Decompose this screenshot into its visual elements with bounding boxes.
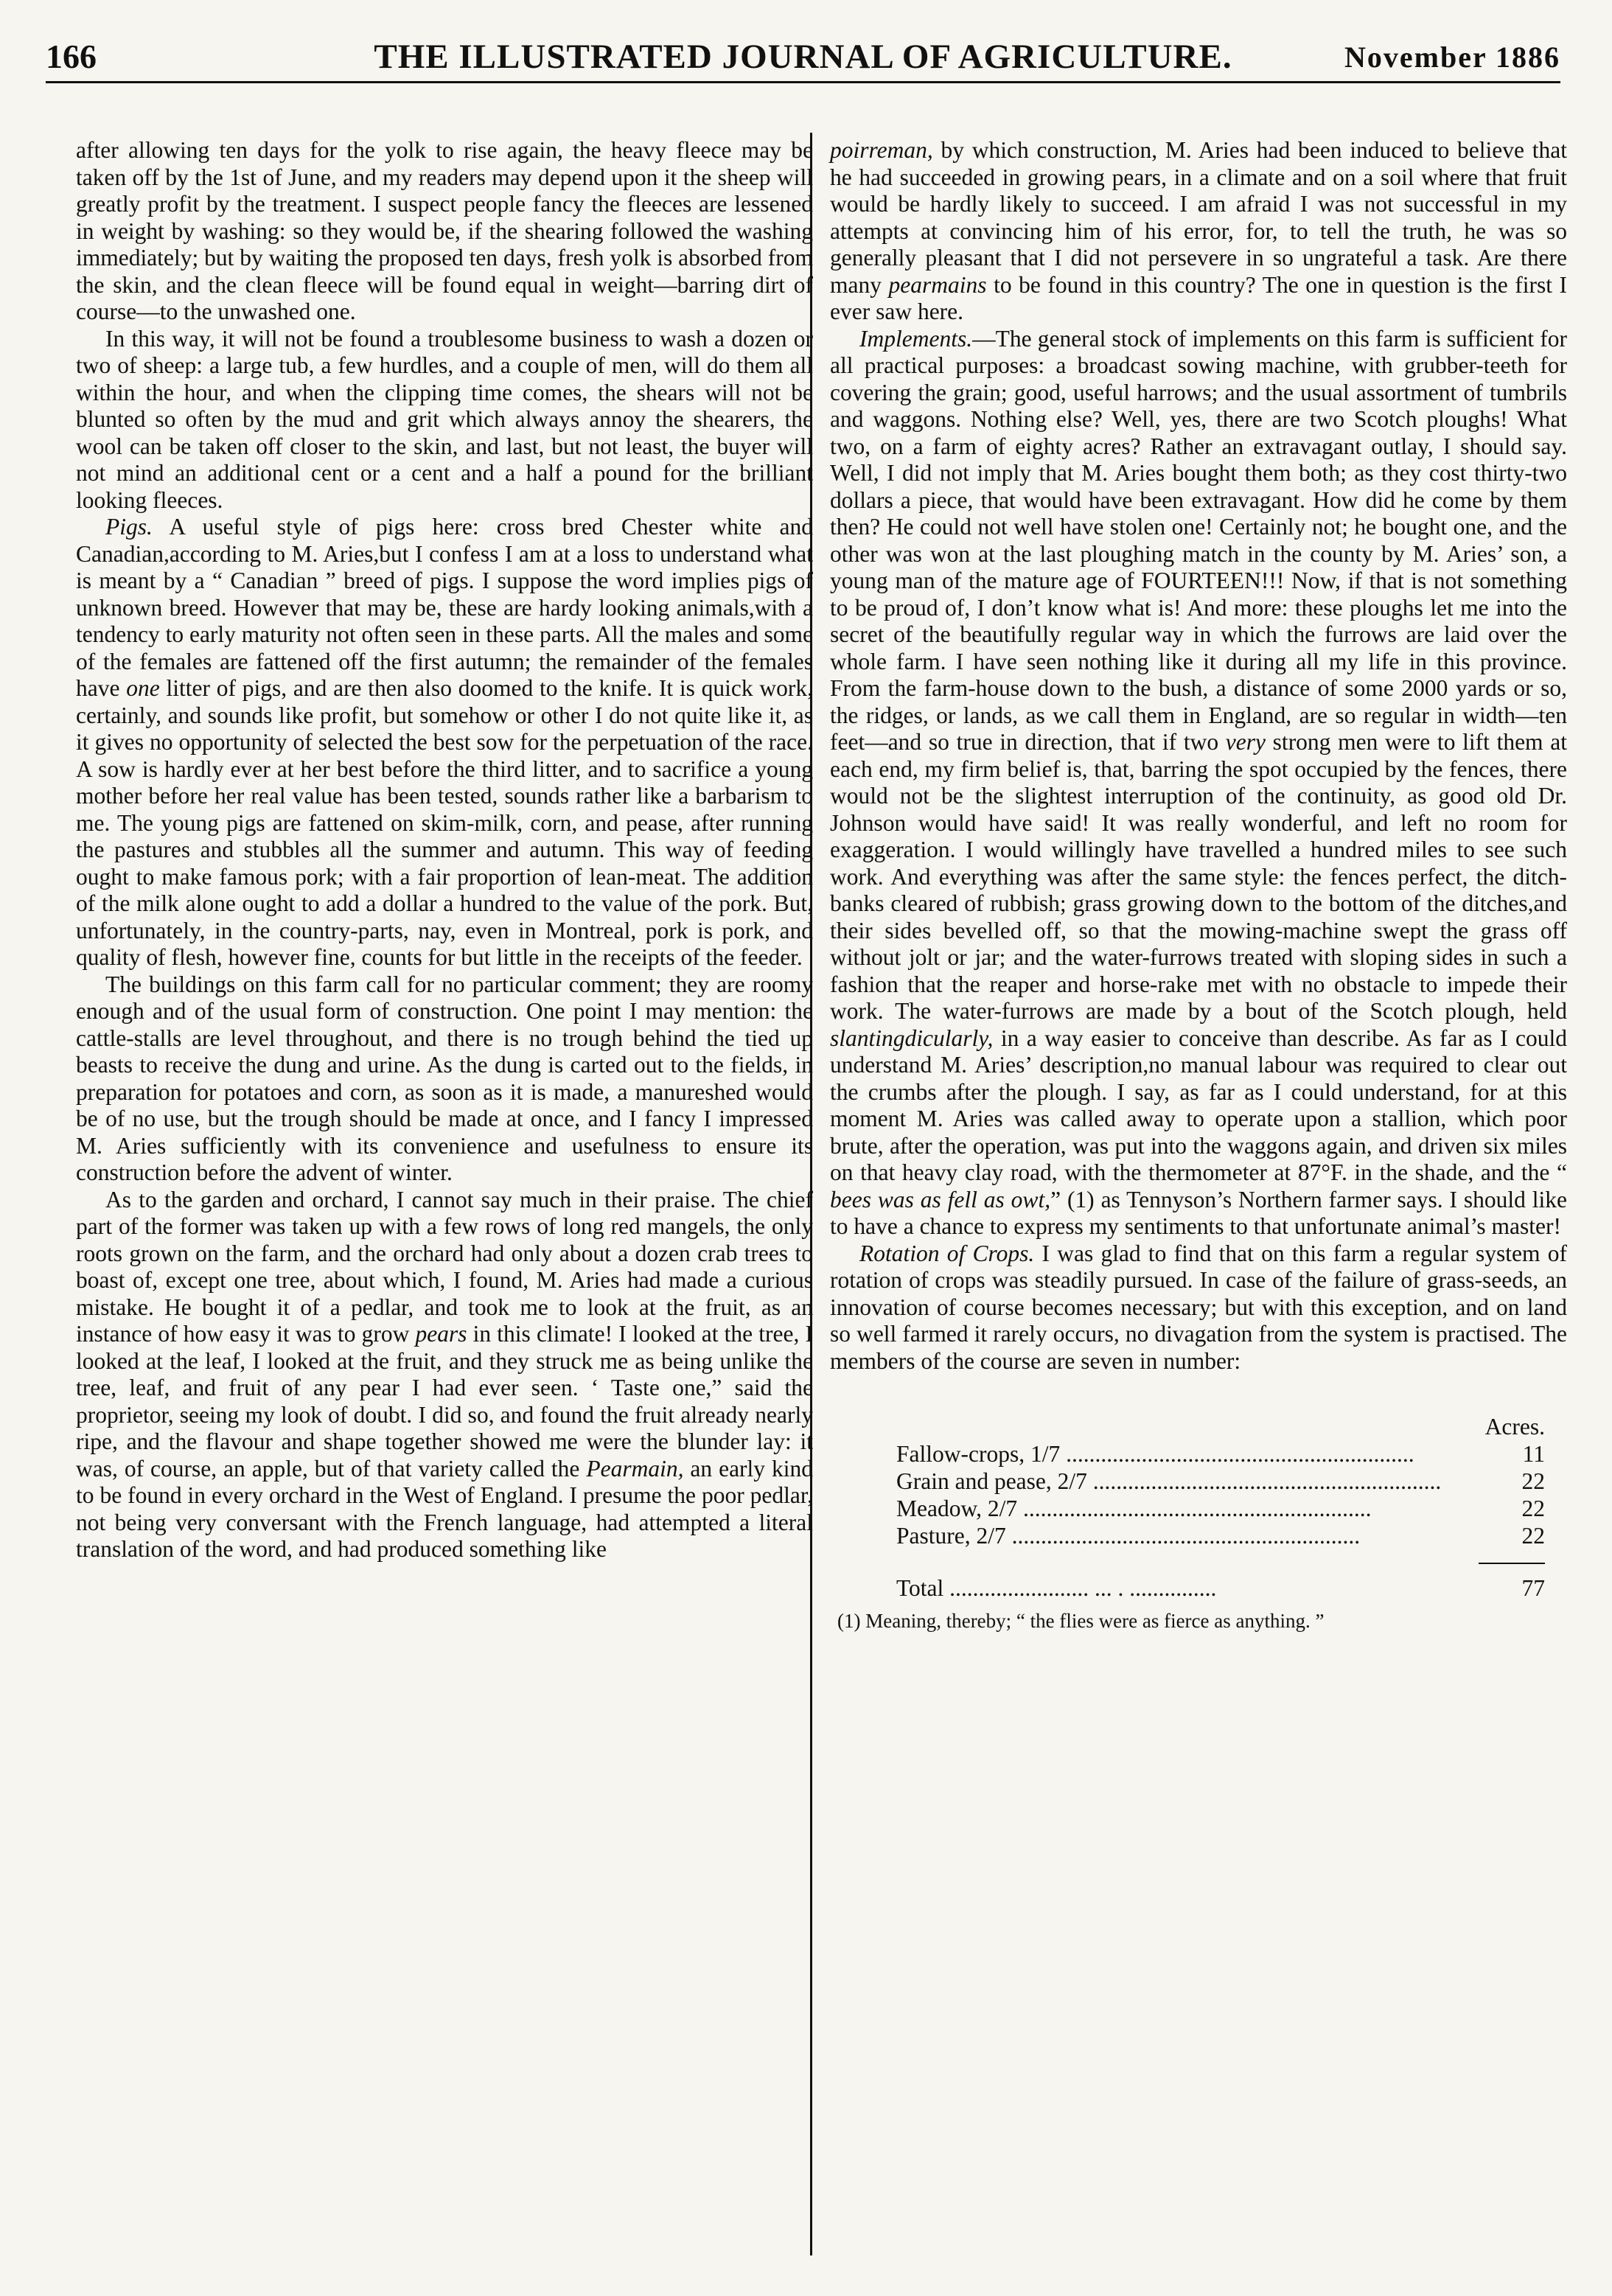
right-column [830, 137, 1567, 1633]
paragraph-pigs: Pigs. A useful style of pigs here: cross bred Chester white and Canadian,according to M. Aries,but I confess I am at a loss to understand what is meant by a “ Canadian ” breed of pigs. I suppose the word implies pigs of unknown breed. However that may be, these are hardy looking animals,with a tendency to early maturity not often seen in these parts. All the males and some of the females are fattened off the first autumn; the remainder of the females have one litter of pigs, and are then also doomed to the knife. It is quick work, certainly, and sounds like profit, but somehow or other I do not quite like it, as it gives no opportunity of selected the best sow for the perpetuation of the race. A sow is hardly ever at her best before the third litter, and to sacrifice a young mother before her real value has been tested, sounds rather like a barbarism to me. The young pigs are fattened on skim-milk, corn, and pease, after running the pastures and stubbles all the summer and autumn. This way of feeding ought to make famous pork; with a fair proportion of lean-meat. The addition of the milk alone ought to add a dollar a hundred to the value of the pork. But, unfortunately, in the country-parts, nay, even in Montreal, pork is pork, and quality of flesh, however fine, counts for but little in the receipts of the feeder. [76, 514, 813, 970]
acres-row-label: Pasture, 2/7 ............................................................ [896, 1523, 1361, 1549]
acres-row [896, 1495, 1545, 1522]
issue-date: November 1886 [1344, 41, 1560, 74]
paragraph-sheep-washing: after allowing ten days for the yolk to rise again, the heavy fleece may be taken off by the 1st of June, and my readers may depend upon it the sheep will greatly profit by the treatment. I suspect people fancy the fleeces are lessened in weight by washing: so they would be, if the shearing followed the washing immediately; but by waiting the proposed ten days, fresh yolk is absorbed from the skin, and the clean fleece will be found equal in weight—barring dirt of course—to the unwashed one. [76, 137, 813, 324]
acres-rows [896, 1440, 1545, 1549]
footnote: (1) Meaning, thereby; “ the flies were as fierce as anything. ” [837, 1610, 1325, 1632]
total-label: Total ........................ ... . ............... [896, 1575, 1217, 1601]
acres-row-value: 22 [1521, 1523, 1545, 1549]
acres-row [896, 1468, 1545, 1495]
acres-row [896, 1522, 1545, 1549]
paragraph-implements: Implements.—The general stock of implements on this farm is sufficient for all practical purposes: a broadcast sowing machine, with grubber-teeth for covering the grain; good, useful harrows; and the usual assortment of tumbrils and waggons. Nothing else? Well, yes, there are two Scotch ploughs! What two, on a farm of eighty acres? Rather an extravagant outlay, I should say. Well, I did not imply that M. Aries bought them both; as they cost thirty-two dollars a piece, that would have been extravagant. How did he come by them then? He could not well have stolen one! Certainly not; he bought one, and the other was won at the last ploughing match in the county by M. Aries’ son, a young man of the mature age of FOURTEEN!!! Now, if that is not something to be proud of, I don’t know what is! And more: these ploughs let me into the secret of the beautifully regular way in which the furrows are laid over the whole farm. I have seen nothing like it during all my life in this province. From the farm-house down to the bush, a distance of some 2000 yards or so, the ridges, or lands, as we call them in England, are so regular in width—ten feet—and so true in direction, that if two very strong men were to lift them at each end, my firm belief is, that, barring the spot occupied by the fences, there would not be the slightest interruption of the continuity, as good old Dr. Johnson would have said! It was really wonderful, and left no room for exaggeration. I would willingly have travelled a hundred miles to see such work. And everything was after the same style: the fences perfect, the ditch-banks cleared of rubbish; grass growing down to the bottom of the ditches,and their sides bevelled off, so that the mowing-machine swept the grass off without jolt or jar; and the water-furrows treated with sloping sides in such a fashion that the reaper and horse-rake met with no obstacle to impede their work. The water-furrows are made by a bout of the Scotch plough, held slantingdicularly, in a way easier to conceive than describe. As far as I could understand M. Aries’ description,no manual labour was required to clear out the crumbs after the plough. I say, as far as I could understand, for at this moment M. Aries was called away to operate upon a stallion, which poor brute, after the operation, was put into the waggons again, and driven six miles on that heavy clay road, with the thermometer at 87°F. in the shade, and the “ bees was as fell as owt,” (1) as Tennyson’s Northern farmer says. I should like to have a chance to express my sentiments to that unfortunate animal’s master! [830, 325, 1567, 1239]
acres-total-row [896, 1574, 1545, 1602]
paragraph-buildings: The buildings on this farm call for no particular comment; they are roomy enough and of the usual form of construction. One point I may mention: the cattle-stalls are level throughout, and there is no trough behind the tied up beasts to receive the dung and urine. As the dung is carted out to the fields, in preparation for potatoes and corn, as soon as it is made, a manureshed would be of no use, but the trough should be made at once, and I fancy I impressed M. Aries sufficiently with its convenience and usefulness to ensure its construction before the advent of winter. [76, 971, 813, 1185]
acres-row-value: 22 [1521, 1468, 1545, 1494]
acres-row-value: 22 [1521, 1496, 1545, 1521]
page-header [46, 29, 1560, 83]
left-column [76, 137, 813, 1563]
paragraph-rotation-of-crops: Rotation of Crops. I was glad to find that on this farm a regular system of rotation of crops was steadily pursued. In case of the failure of grass-seeds, an innovation of course becomes necessary; but with this exception, and on land so well farmed it rarely occurs, no divagation from the system is practised. The members of the course are seven in number: [830, 1240, 1567, 1374]
acres-unit-header: Acres. [1484, 1414, 1545, 1440]
total-value: 77 [1521, 1575, 1545, 1601]
acres-row [896, 1440, 1545, 1468]
acres-row-label: Fallow-crops, 1/7 ............................................................ [896, 1441, 1414, 1467]
acres-row-label: Grain and pease, 2/7 ............................................................ [896, 1468, 1442, 1494]
paragraph-washing-method: In this way, it will not be found a troublesome business to wash a dozen or two of sheep: a large tub, a few hurdles, and a couple of men, will do them all within the hour, and when the clipping time comes, the shears will not be blunted so often by the mud and grit which always annoy the shearers, the wool can be taken off closer to the skin, and last, but not least, the buyer will not mind an additional cent or a cent and a half a pound for the brilliant looking fleeces. [76, 325, 813, 513]
journal-title: THE ILLUSTRATED JOURNAL OF AGRICULTURE. [374, 38, 1232, 76]
total-rule [1479, 1563, 1545, 1564]
acres-table [896, 1413, 1545, 1602]
section-heading-pigs: Pigs. [105, 514, 153, 540]
acres-row-value: 11 [1522, 1441, 1545, 1467]
acres-row-label: Meadow, 2/7 ............................................................ [896, 1496, 1372, 1521]
section-heading-rotation: Rotation of Crops. [859, 1240, 1035, 1266]
paragraph-garden-orchard: As to the garden and orchard, I cannot say much in their praise. The chief part of the former was taken up with a few rows of long red mangels, the only roots grown on the farm, and the orchard had only about a dozen crab trees to boast of, except one tree, about which, I found, M. Aries had made a curious mistake. He bought it of a pedlar, and took me to look at the fruit, as an instance of how easy it was to grow pears in this climate! I looked at the tree, I looked at the leaf, I looked at the fruit, and they struck me as being unlike the tree, leaf, and fruit of any pear I had ever seen. ‘ Taste one,” said the proprietor, seeing my look of doubt. I did so, and found the fruit already nearly ripe, and the flavour and shape together showed me were the blunder lay: it was, of course, an apple, but of that variety called the Pearmain, an early kind to be found in every orchard in the West of England. I presume the poor pedlar, not being very conversant with the French language, had attempted a literal translation of the word, and had produced something like [76, 1186, 813, 1562]
paragraph-poirreman: poirreman, by which construction, M. Aries had been induced to believe that he had succeeded in growing pears, in a climate and on a soil where that fruit would be hardly likely to succeed. I am afraid I was not successful in my attempts at convincing him of his error, for, to tell the truth, he was so generally pleasant that I did not persevere in so ungrateful a task. Are there many pearmains to be found in this country? The one in question is the first I ever saw here. [830, 137, 1567, 324]
page-number: 166 [46, 38, 97, 75]
section-heading-implements: Implements. [859, 325, 973, 352]
